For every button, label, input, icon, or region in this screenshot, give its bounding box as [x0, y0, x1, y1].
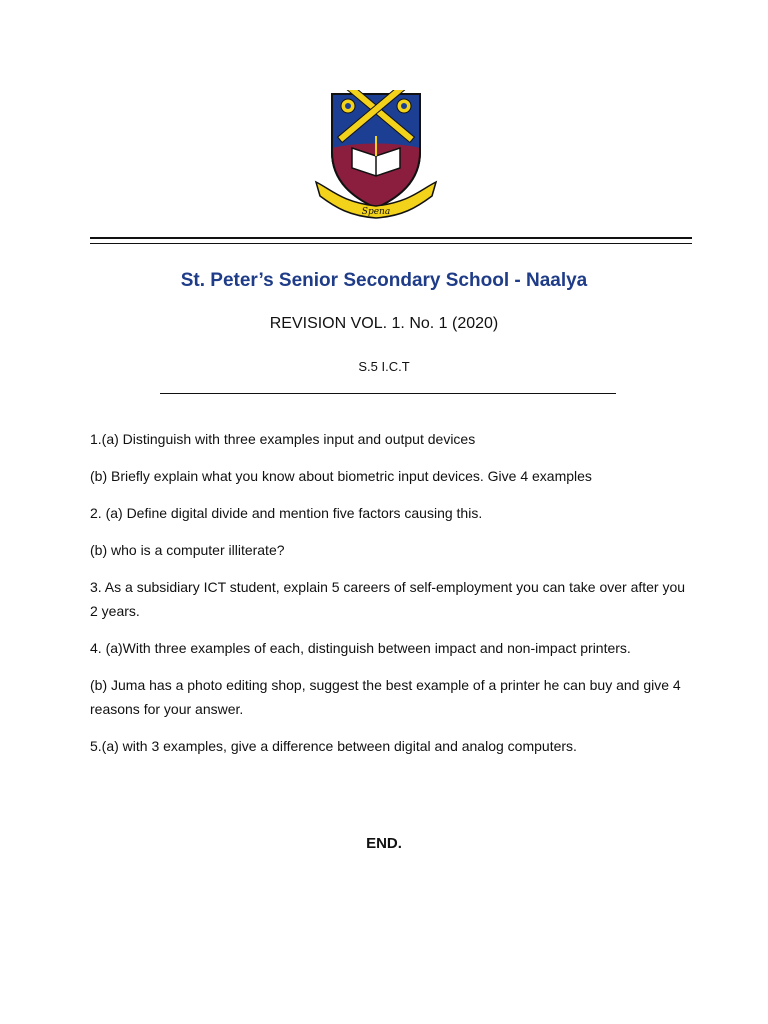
question-item: 5.(a) with 3 examples, give a difference between digital and analog computers. [90, 738, 577, 754]
school-crest-logo [312, 90, 440, 220]
question-item: (b) who is a computer illiterate? [90, 542, 285, 558]
question-item: (b) Briefly explain what you know about biometric input devices. Give 4 examples [90, 468, 592, 484]
crest-motto: Spena [361, 207, 391, 217]
subject-label: S.5 I.C.T [358, 359, 410, 374]
question-item: 2. (a) Define digital divide and mention five factors causing this. [90, 505, 483, 521]
revision-title: REVISION VOL. 1. No. 1 (2020) [269, 315, 499, 332]
end-marker: END. [366, 835, 402, 852]
question-item: 3. As a subsidiary ICT student, explain 5 careers of self-employment you can take over after you 2 years. [90, 579, 686, 619]
question-item: 1.(a) Distinguish with three examples input and output devices [90, 431, 476, 447]
question-item: (b) Juma has a photo editing shop, suggest the best example of a printer he can buy and give 4 reasons for your answer. [90, 677, 681, 717]
school-name: St. Peter’s Senior Secondary School - Naalya [180, 270, 588, 291]
subject-underline [160, 393, 616, 394]
question-item: 4. (a)With three examples of each, distinguish between impact and non-impact printers. [90, 640, 631, 656]
header-divider-top [90, 237, 692, 239]
question-list [90, 427, 690, 771]
header-divider-bottom [90, 243, 692, 244]
